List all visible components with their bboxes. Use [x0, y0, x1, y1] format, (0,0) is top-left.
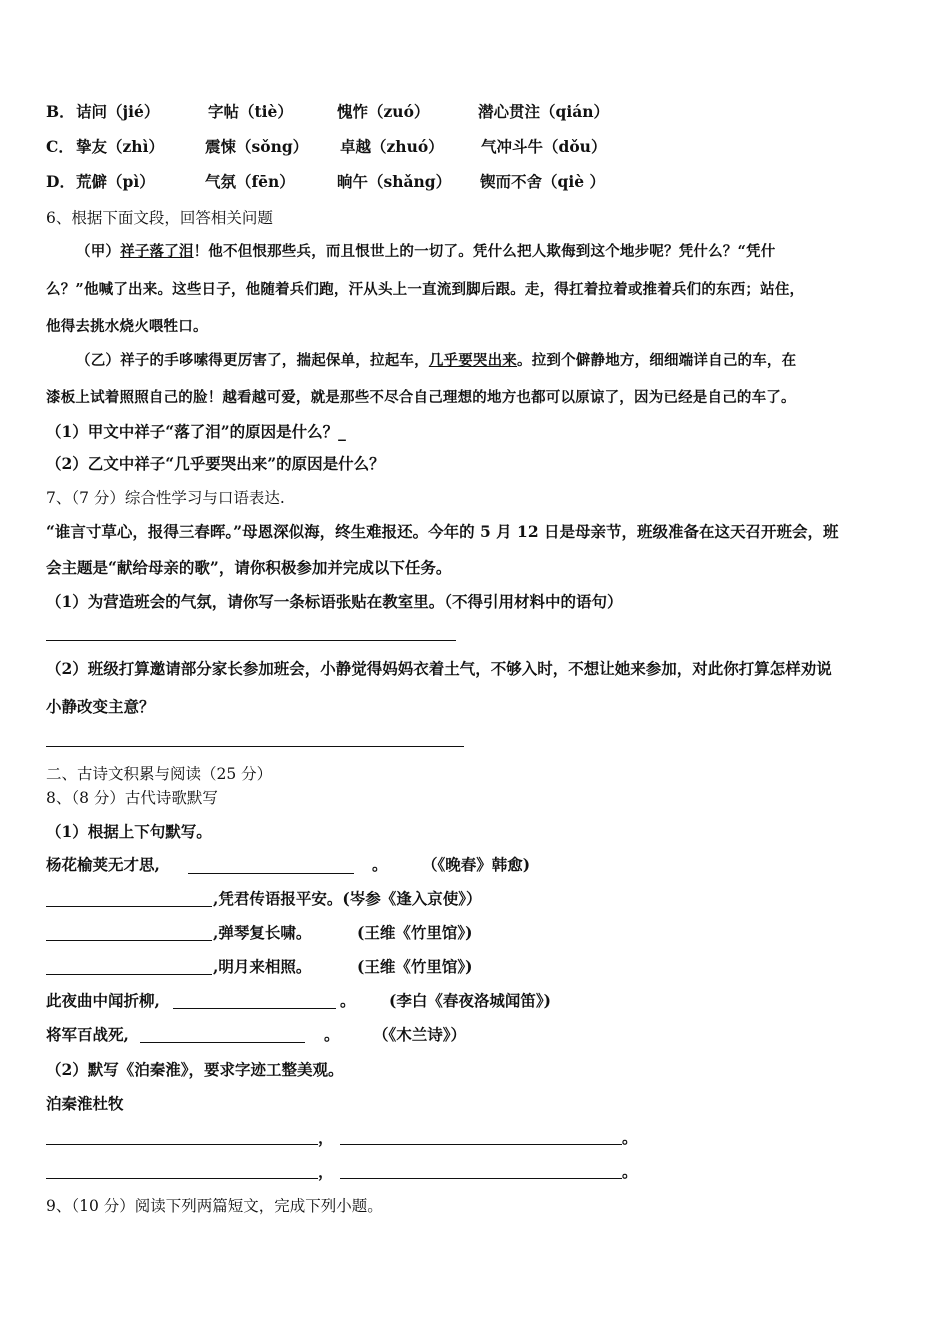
q7-intro-line1: “谁言寸草心，报得三春晖。”母恩深似海，终生难报还。今年的 5 月 12 日是母亲节，班级准备在这天召开班会，班	[46, 522, 839, 541]
verse-source: (李白《春夜洛城闻笛》)	[389, 991, 551, 1010]
option-item: 诘问（jié）	[76, 102, 160, 121]
q6-jia-line1	[76, 242, 775, 262]
option-item: 挚友（zhì）	[76, 137, 164, 156]
q6-jia-underlined: 祥子落了泪	[120, 243, 194, 260]
verse-after: 。	[372, 855, 388, 874]
option-item: 卓越（zhuó）	[340, 137, 444, 156]
fill-blank[interactable]	[46, 906, 212, 907]
verse-after: 。	[324, 1025, 340, 1044]
verse-source: （《木兰诗》）	[373, 1025, 467, 1044]
option-item: 气冲斗牛（dǒu）	[481, 137, 607, 156]
poem-blank[interactable]	[340, 1144, 622, 1145]
poem-blank[interactable]	[46, 1144, 318, 1145]
period: 。	[622, 1162, 638, 1181]
poem-blank[interactable]	[46, 1178, 318, 1179]
option-label: D．	[46, 172, 75, 191]
option-item: 荒僻（pì）	[76, 172, 155, 191]
option-item: 锲而不舍（qiè ）	[480, 172, 605, 191]
period: 。	[622, 1128, 638, 1147]
verse-before: 杨花榆荚无才思,	[46, 855, 160, 874]
poem-title: 泊秦淮杜牧	[46, 1094, 124, 1113]
q7-sub2-line1: （2）班级打算邀请部分家长参加班会，小静觉得妈妈衣着土气，不够入时，不想让她来参加，对此你打算怎样劝说	[46, 659, 832, 678]
q7-sub1: （1）为营造班会的气氛，请你写一条标语张贴在教室里。（不得引用材料中的语句）	[46, 592, 623, 611]
fill-blank[interactable]	[46, 940, 212, 941]
verse-after: 。	[340, 991, 356, 1010]
verse-source: (王维《竹里馆》)	[357, 957, 473, 976]
q8-sub1: （1）根据上下句默写。	[46, 822, 212, 841]
verse-source: （《晚春》韩愈)	[422, 855, 531, 874]
answer-line[interactable]	[46, 746, 464, 747]
q6-jia-line3: 他得去挑水烧火喂牲口。	[46, 318, 208, 335]
q7-intro-line2: 会主题是“献给母亲的歌”，请你积极参加并完成以下任务。	[46, 558, 452, 577]
q8-title: 8、（8 分）古代诗歌默写	[46, 789, 218, 807]
section-2-heading: 二、古诗文积累与阅读（25 分）	[46, 765, 273, 783]
comma: ，	[318, 1162, 334, 1181]
verse-after: ,明月来相照。	[213, 957, 312, 976]
fill-blank[interactable]	[140, 1042, 305, 1043]
q9-title: 9、（10 分）阅读下列两篇短文，完成下列小题。	[46, 1197, 383, 1215]
verse-after: ,弹琴复长啸。	[213, 923, 312, 942]
option-label: C．	[46, 137, 74, 156]
fill-blank[interactable]	[173, 1008, 336, 1009]
verse-before: 将军百战死,	[46, 1025, 129, 1044]
poem-blank[interactable]	[340, 1178, 622, 1179]
q6-jia-tag: （甲）	[76, 243, 121, 260]
answer-line[interactable]	[46, 640, 456, 641]
fill-blank[interactable]	[46, 974, 212, 975]
q6-yi-line1	[76, 351, 796, 371]
q6-yi-post: 。拉到个僻静地方，细细端详自己的车，在	[517, 352, 797, 369]
q6-jia-rest: ！他不但恨那些兵，而且恨世上的一切了。凭什么把人欺侮到这个地步呢？凭什么？“凭什	[193, 243, 776, 260]
q6-yi-pre: （乙）祥子的手哆嗦得更厉害了，揣起保单，拉起车，	[76, 352, 429, 369]
q6-sub1: （1）甲文中祥子“落了泪”的原因是什么？_	[46, 422, 346, 441]
option-item: 潜心贯注（qián）	[478, 102, 610, 121]
comma: ，	[318, 1128, 334, 1147]
option-item: 字帖（tiè）	[208, 102, 293, 121]
q6-yi-line2: 漆板上试着照照自己的脸！越看越可爱，就是那些不尽合自己理想的地方也都可以原谅了，因为已经是自己的车了。	[46, 389, 796, 406]
q6-yi-underlined: 几乎要哭出来	[428, 352, 518, 369]
option-item: 气氛（fēn）	[205, 172, 295, 191]
q6-jia-line2: 么？”他喊了出来。这些日子，他随着兵们跑，汗从头上一直流到脚后跟。走，得扛着拉着或推着兵们的东西；站住，	[46, 281, 805, 298]
q7-sub2-line2: 小静改变主意？	[46, 697, 155, 716]
q6-title: 6、根据下面文段，回答相关问题	[46, 209, 273, 227]
verse-source: (王维《竹里馆》)	[357, 923, 473, 942]
q8-sub2: （2）默写《泊秦淮》，要求字迹工整美观。	[46, 1060, 344, 1079]
option-label: B．	[46, 102, 75, 121]
q7-title: 7、（7 分）综合性学习与口语表达.	[46, 489, 285, 507]
option-item: 震悚（sǒng）	[205, 137, 309, 156]
option-item: 晌午（shǎng）	[337, 172, 452, 191]
verse-after: ,凭君传语报平安。(岑参《逢入京使》）	[213, 889, 482, 908]
q6-sub2: （2）乙文中祥子“几乎要哭出来”的原因是什么？	[46, 454, 385, 473]
verse-before: 此夜曲中闻折柳,	[46, 991, 160, 1010]
option-item: 愧怍（zuó）	[337, 102, 430, 121]
fill-blank[interactable]	[188, 873, 354, 874]
